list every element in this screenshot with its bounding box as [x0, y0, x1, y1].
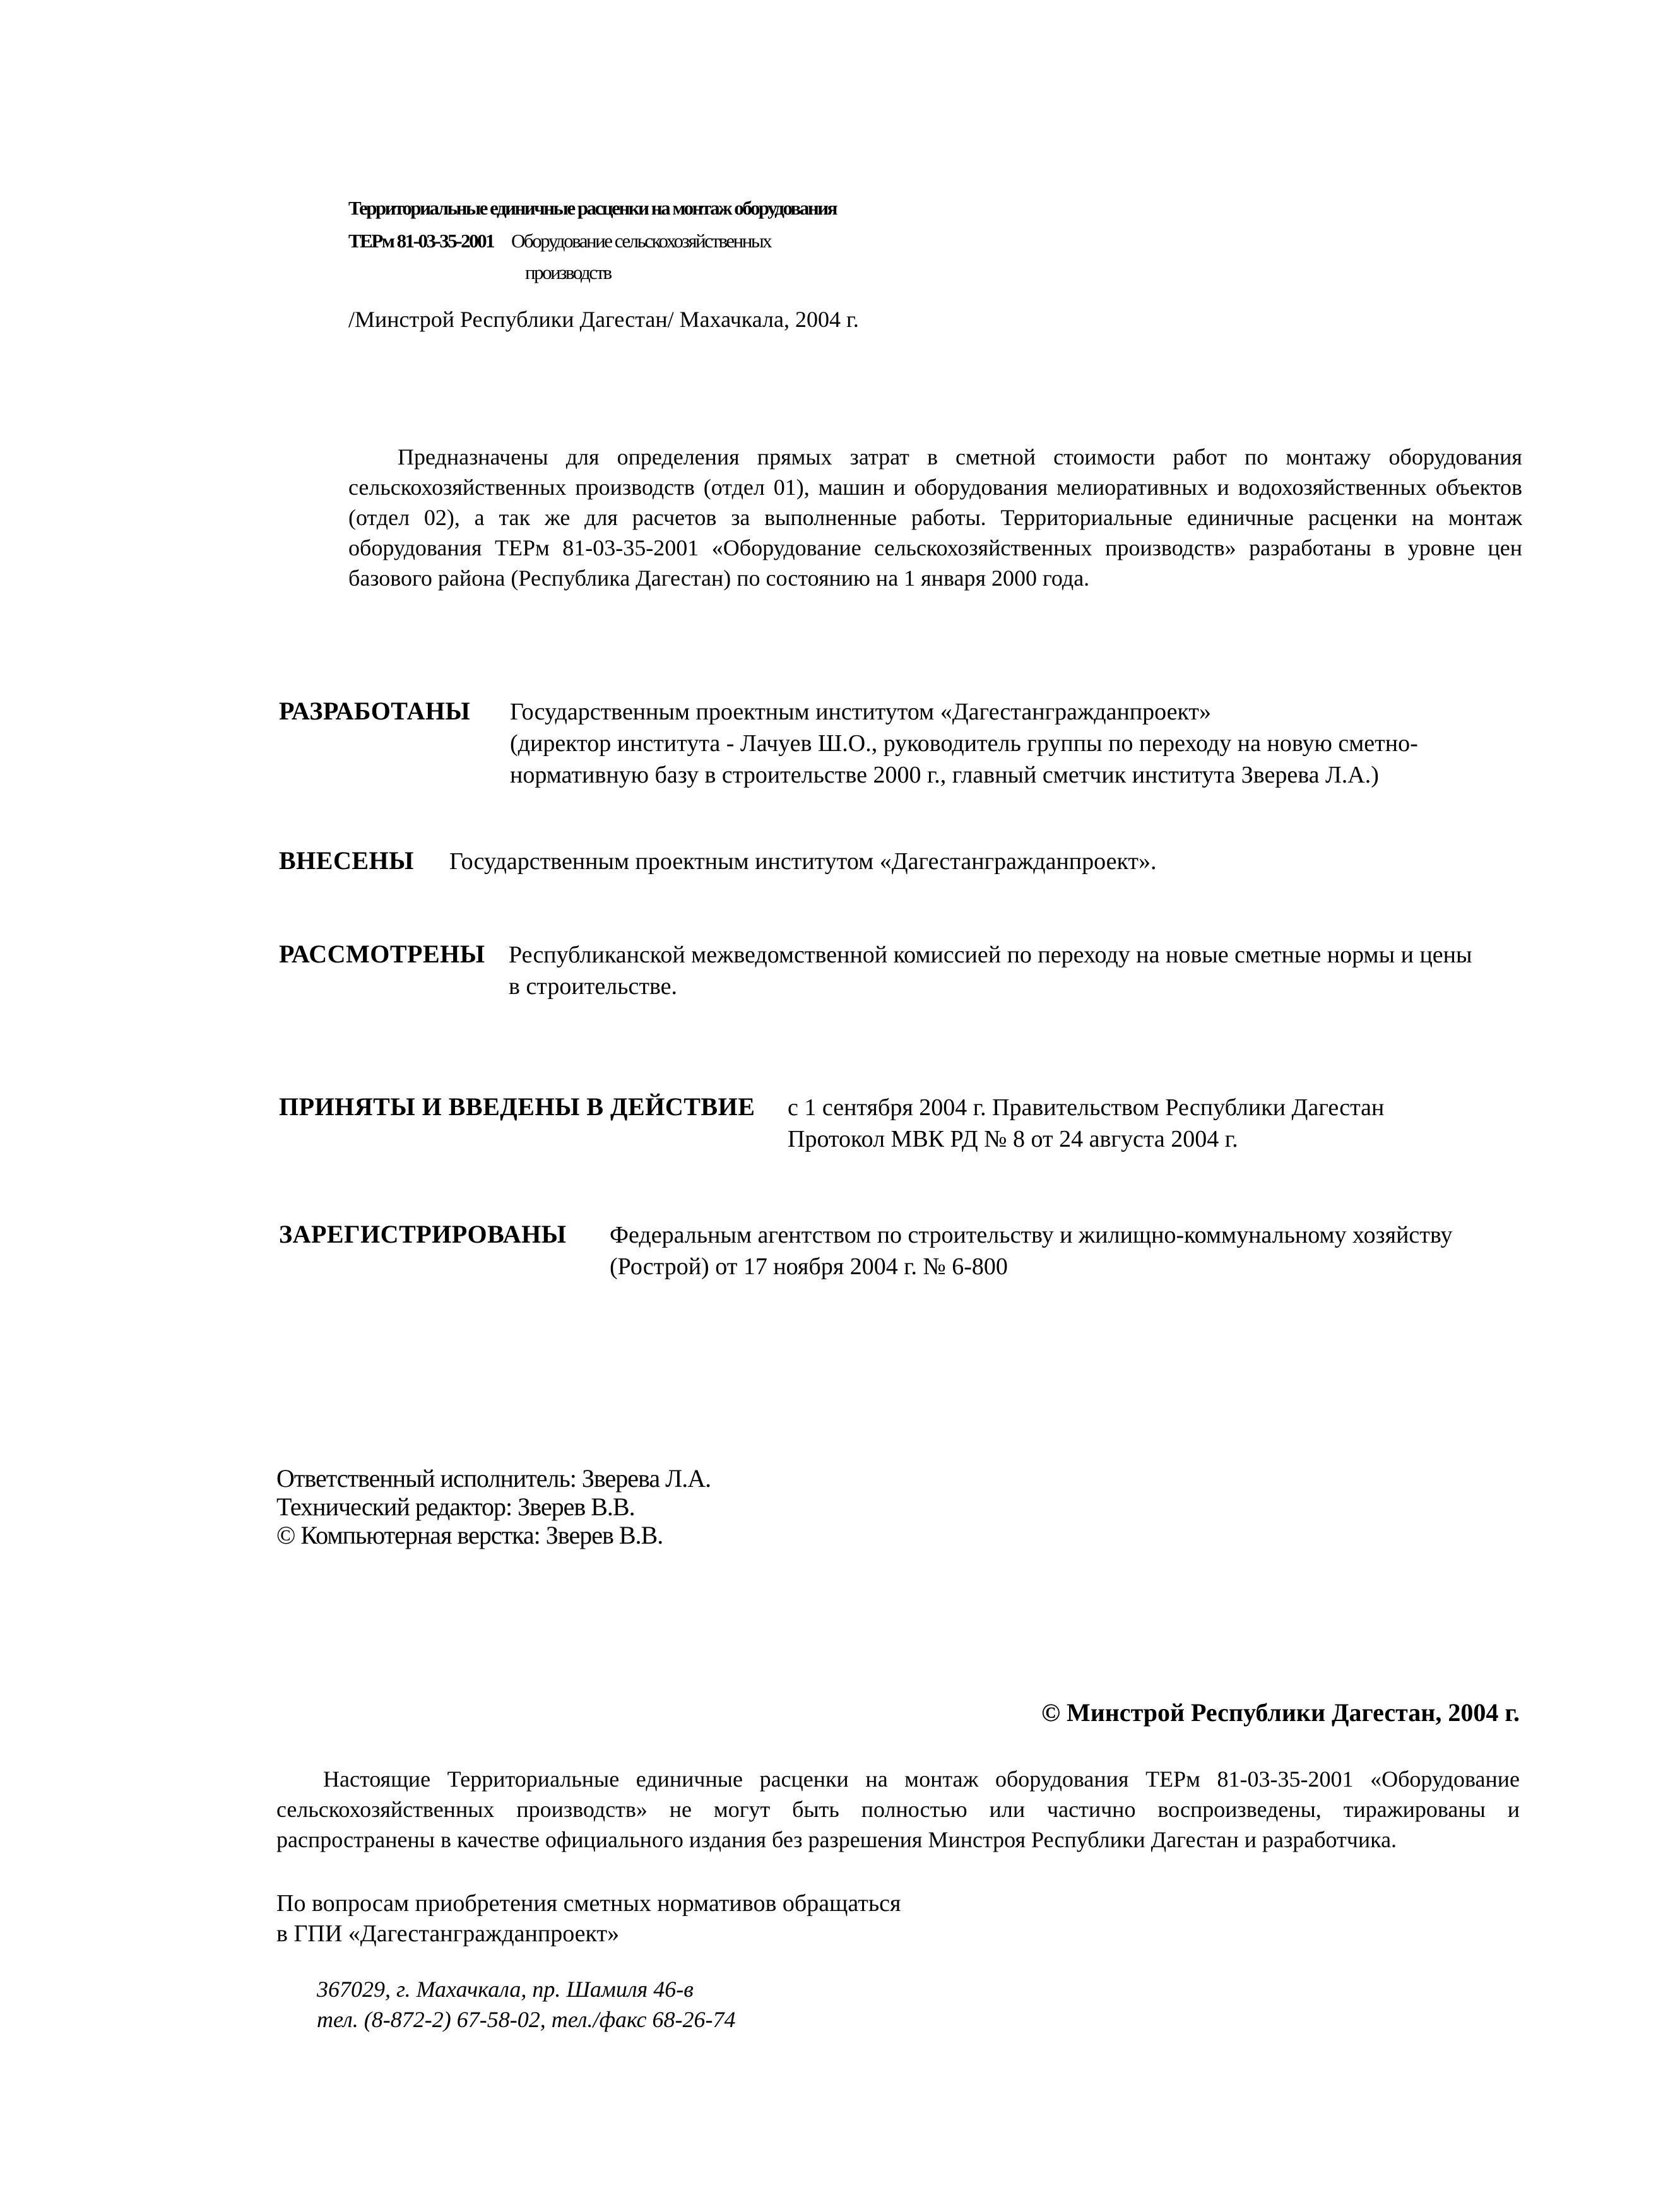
credits-editor: Технический редактор: Зверев В.В.	[276, 1493, 635, 1521]
reviewed-line: Республиканской межведомственной комиссией по переходу на новые сметные нормы и цены	[509, 942, 1472, 968]
contact-line: По вопросам приобретения сметных нормативов обращаться	[276, 1890, 901, 1917]
introduced-label: ВНЕСЕНЫ	[279, 846, 414, 875]
credits-layout: © Компьютерная верстка: Зверев В.В.	[276, 1521, 663, 1549]
document-subtitle: Оборудование сельскохозяйственных	[511, 230, 771, 252]
contact-address: 367029, г. Махачкала, пр. Шамиля 46-в	[317, 1977, 694, 2002]
introduced-text	[449, 846, 1157, 877]
contact-org: в ГПИ «Дагестангражданпроект»	[276, 1920, 620, 1947]
developed-line: (директор института - Лачуев Ш.О., руководитель группы по переходу на новую сметно-	[510, 730, 1418, 757]
developed-line: нормативную базу в строительстве 2000 г., главный сметчик института Зверева Л.А.)	[510, 762, 1379, 788]
registered-line: Федеральным агентством по строительству и жилищно-коммунальному хозяйству	[610, 1222, 1453, 1248]
adopted-label: ПРИНЯТЫ И ВВЕДЕНЫ В ДЕЙСТВИЕ	[279, 1092, 755, 1121]
contact-phone: тел. (8-872-2) 67-58-02, тел./факс 68-26-74	[317, 2007, 736, 2032]
copyright-line: © Минстрой Республики Дагестан, 2004 г.	[1041, 1698, 1520, 1727]
notice-paragraph: Настоящие Территориальные единичные расценки на монтаж оборудования ТЕРм 81-03-35-2001 «Оборудование сельскохозяйственных производств» не могут быть полностью или частично воспроизведены, тиражированы и распространены в качестве официального издания без разрешения Минстроя Республики Дагестан и разработчика.	[276, 1766, 1520, 1852]
publisher-line: /Минстрой Республики Дагестан/ Махачкала, 2004 г.	[348, 307, 859, 332]
registered-line: (Рострой) от 17 ноября 2004 г. № 6-800	[610, 1253, 1008, 1280]
adopted-text	[788, 1092, 1384, 1155]
reviewed-label: РАССМОТРЕНЫ	[279, 940, 485, 968]
reviewed-text	[509, 939, 1472, 1002]
registered-label: ЗАРЕГИСТРИРОВАНЫ	[279, 1220, 567, 1248]
credits-responsible: Ответственный исполнитель: Зверева Л.А.	[276, 1464, 711, 1493]
adopted-line: Протокол МВК РД № 8 от 24 августа 2004 г.	[788, 1126, 1238, 1152]
document-code: ТЕРм 81-03-35-2001	[348, 230, 494, 252]
registered-text	[610, 1219, 1453, 1282]
developed-label: РАЗРАБОТАНЫ	[279, 697, 471, 725]
document-subtitle-cont: производств	[525, 261, 611, 283]
intro-paragraph: Предназначены для определения прямых затрат в сметной стоимости работ по монтажу оборудования сельскохозяйственных производств (отдел 01), машин и оборудования мелиоративных и водохозяйственных объектов (отдел 02), а так же для расчетов за выполненные работы. Территориальные единичные расценки на монтаж оборудования ТЕРм 81-03-35-2001 «Оборудование сельскохозяйственных производств» разработаны в уровне цен базового района (Республика Дагестан) по состоянию на 1 января 2000 года.	[348, 444, 1522, 591]
developed-text	[510, 696, 1418, 791]
introduced-line: Государственным проектным институтом «Дагестангражданпроект».	[449, 848, 1157, 875]
document-title: Территориальные единичные расценки на монтаж оборудования	[348, 197, 836, 219]
developed-line: Государственным проектным институтом «Дагестангражданпроект»	[510, 699, 1212, 725]
adopted-line: с 1 сентября 2004 г. Правительством Республики Дагестан	[788, 1094, 1385, 1121]
reviewed-line: в строительстве.	[509, 973, 678, 1000]
